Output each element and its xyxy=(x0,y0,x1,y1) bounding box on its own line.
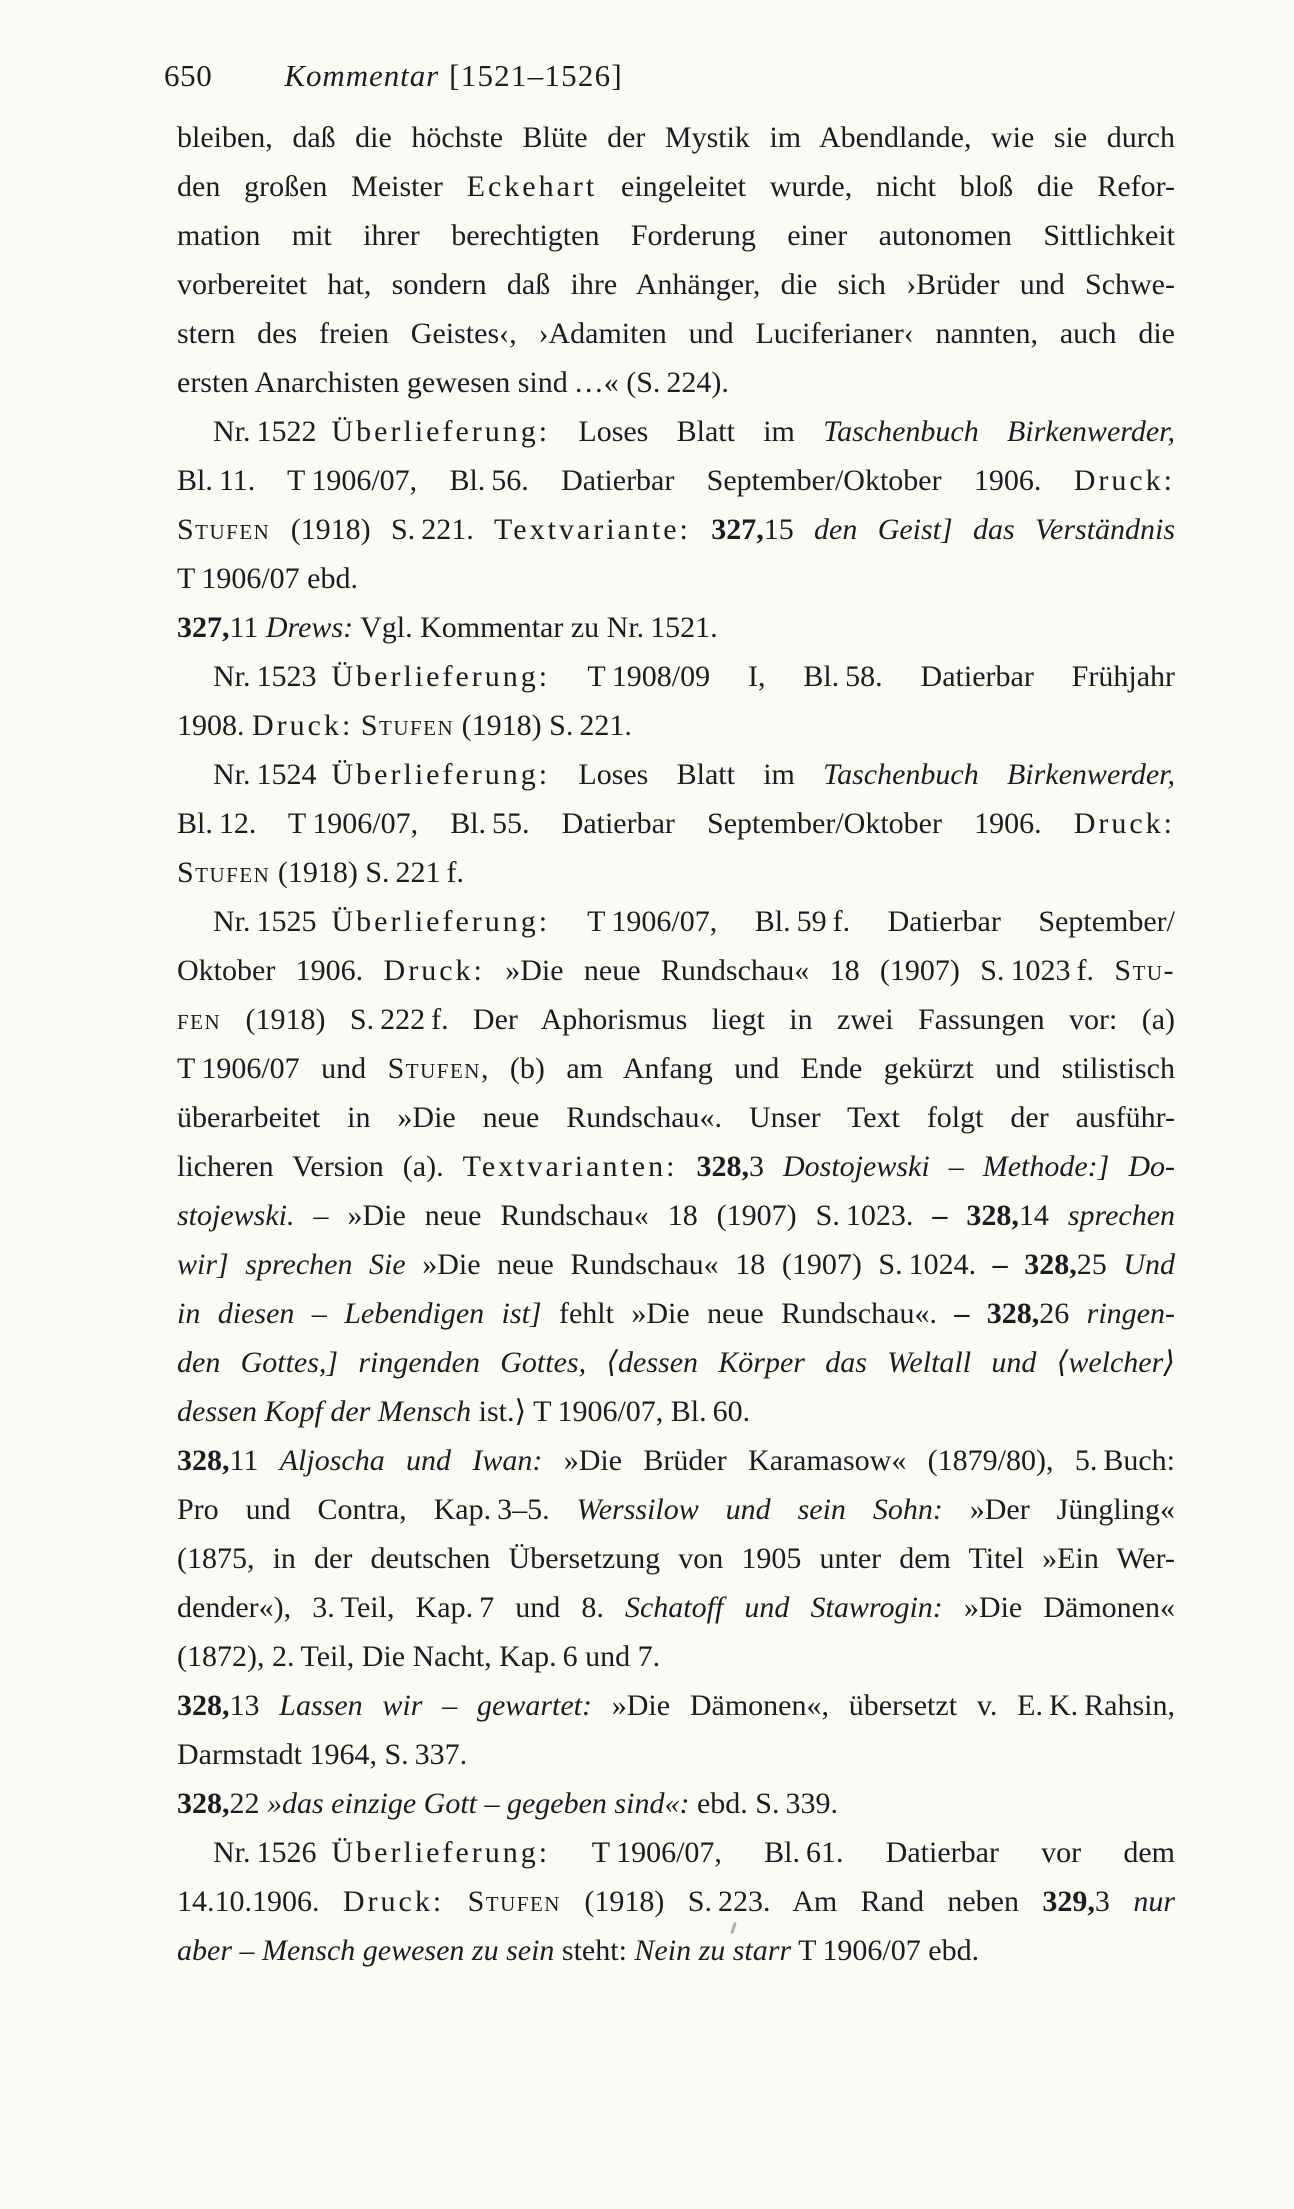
text-segment: fehlt »Die neue Rundschau«. xyxy=(541,1297,955,1330)
text-segment: Stufen xyxy=(467,1885,561,1918)
text-line-28 xyxy=(177,1436,1175,1485)
text-line-5 xyxy=(177,309,1175,358)
text-line-15 xyxy=(177,799,1175,848)
text-segment: Stufen xyxy=(177,856,271,889)
text-line-29 xyxy=(177,1485,1175,1534)
text-line-7 xyxy=(177,407,1175,456)
text-line-14 xyxy=(177,750,1175,799)
text-segment: »Die neue Rundschau« 18 (1907) S. 1024. xyxy=(405,1248,993,1281)
text-segment: Lassen wir – gewartet: xyxy=(279,1689,592,1722)
text-segment: – 328, xyxy=(992,1248,1077,1281)
text-segment: Loses Blatt im xyxy=(550,415,824,448)
text-segment: überarbeitet in »Die neue Rundschau«. Unser Text folgt der ausführ- xyxy=(177,1101,1175,1134)
text-segment: 3 xyxy=(1094,1885,1134,1918)
text-segment: (1918) S. 223. Am Rand neben xyxy=(560,1885,1043,1918)
text-segment: 327, xyxy=(711,513,764,546)
text-segment: T 1906/07, Bl. 59 f. Datierbar September/ xyxy=(550,905,1175,938)
text-segment: Oktober 1906. xyxy=(177,954,384,987)
text-segment: 15 xyxy=(763,513,815,546)
text-line-20 xyxy=(177,1044,1175,1093)
text-segment: – »Die neue Rundschau« 18 (1907) S. 1023. xyxy=(294,1199,933,1232)
text-segment: ebd. S. 339. xyxy=(689,1787,838,1820)
text-segment: »Die Dämonen« xyxy=(942,1591,1175,1624)
text-segment: Stufen xyxy=(177,513,271,546)
text-segment xyxy=(353,709,361,742)
text-segment: Druck: xyxy=(342,1885,445,1918)
text-segment: 327, xyxy=(177,611,230,644)
text-segment: T 1906/07 ebd. xyxy=(791,1934,980,1967)
text-line-17 xyxy=(177,897,1175,946)
text-segment: steht: xyxy=(554,1934,635,1967)
text-segment: 11 xyxy=(229,611,266,644)
text-segment: »das einzige Gott – gegeben sind«: xyxy=(267,1787,690,1820)
text-line-36 xyxy=(177,1828,1175,1877)
text-segment: Bl. 11. T 1906/07, Bl. 56. Datierbar September/Oktober 1906. xyxy=(177,464,1074,497)
text-segment: Aljoscha und Iwan: xyxy=(279,1444,543,1477)
text-line-33 xyxy=(177,1681,1175,1730)
text-segment: T 1906/07 ebd. xyxy=(177,562,358,595)
text-line-26 xyxy=(177,1338,1175,1387)
text-segment xyxy=(691,513,711,546)
text-segment: Druck: xyxy=(252,709,354,742)
text-segment: 1908. xyxy=(177,709,252,742)
text-segment: 3 xyxy=(748,1150,783,1183)
text-segment: Überlieferung: xyxy=(331,905,551,938)
text-segment: Und xyxy=(1123,1248,1175,1281)
text-segment: Loses Blatt im xyxy=(550,758,824,791)
text-segment: – 328, xyxy=(932,1199,1019,1232)
text-segment: den großen Meister xyxy=(177,170,467,203)
text-segment: den Gottes,] ringenden Gottes, ⟨dessen Körper das Weltall und ⟨welcher⟩ xyxy=(177,1346,1175,1379)
text-segment: – 328, xyxy=(954,1297,1040,1330)
text-block xyxy=(177,113,1175,1975)
text-line-21 xyxy=(177,1093,1175,1142)
text-segment: Eckehart xyxy=(466,170,598,203)
text-segment xyxy=(444,1885,467,1918)
text-line-24 xyxy=(177,1240,1175,1289)
text-segment: »Die neue Rundschau« 18 (1907) S. 1023 f. xyxy=(484,954,1115,987)
text-segment: Überlieferung: xyxy=(331,1836,551,1869)
text-line-31 xyxy=(177,1583,1175,1632)
text-segment: 26 xyxy=(1039,1297,1087,1330)
text-line-37 xyxy=(177,1877,1175,1926)
text-segment: Überlieferung: xyxy=(331,758,551,791)
text-segment: 14 xyxy=(1018,1199,1068,1232)
text-segment: 329, xyxy=(1042,1885,1095,1918)
text-line-11 xyxy=(177,603,1175,652)
running-title-range: [1521–1526] xyxy=(449,58,623,93)
text-segment: Stufen xyxy=(387,1052,481,1085)
text-segment: stern des freien Geistes‹, ›Adamiten und Luciferianer‹ nannten, auch die xyxy=(177,317,1175,350)
text-segment: stojewski. xyxy=(177,1199,295,1232)
text-segment: 328, xyxy=(177,1787,230,1820)
text-segment: Nr. 1524 xyxy=(213,758,332,791)
text-segment: Vgl. Kommentar zu Nr. 1521. xyxy=(353,611,718,644)
running-title xyxy=(284,56,623,96)
text-segment: 11 xyxy=(229,1444,280,1477)
text-segment: (1872), 2. Teil, Die Nacht, Kap. 6 und 7. xyxy=(177,1640,661,1673)
text-segment: ersten Anarchisten gewesen sind …« (S. 224). xyxy=(177,366,729,399)
text-segment: Nein zu starr xyxy=(634,1934,792,1967)
text-segment: T 1908/09 I, Bl. 58. Datierbar Frühjahr xyxy=(550,660,1175,693)
text-segment: Bl. 12. T 1906/07, Bl. 55. Datierbar September/Oktober 1906. xyxy=(177,807,1074,840)
text-segment: dessen Kopf der Mensch xyxy=(177,1395,472,1428)
page-header xyxy=(164,56,623,96)
text-segment: licheren Version (a). xyxy=(177,1150,463,1183)
text-segment: (1875, in der deutschen Übersetzung von 1905 unter dem Titel »Ein Wer- xyxy=(177,1542,1175,1575)
text-segment: in diesen – Lebendigen ist] xyxy=(177,1297,542,1330)
text-segment: dender«), 3. Teil, Kap. 7 und 8. xyxy=(177,1591,625,1624)
text-line-10 xyxy=(177,554,1175,603)
text-line-3 xyxy=(177,211,1175,260)
text-segment: Stufen xyxy=(360,709,455,742)
text-segment: 328, xyxy=(177,1689,230,1722)
text-segment: 13 xyxy=(229,1689,280,1722)
text-segment: (1918) S. 221 f. xyxy=(270,856,465,889)
text-segment: Überlieferung: xyxy=(331,415,551,448)
text-segment: , (b) am Anfang und Ende gekürzt und stilistisch xyxy=(480,1052,1175,1085)
text-line-12 xyxy=(177,652,1175,701)
text-segment: (1918) S. 222 f. Der Aphorismus liegt in zwei Fassungen vor: (a) xyxy=(221,1003,1175,1036)
text-segment: T 1906/07, Bl. 61. Datierbar vor dem xyxy=(550,1836,1175,1869)
text-segment: den Geist] das Verständnis xyxy=(814,513,1176,546)
text-segment: Nr. 1525 xyxy=(213,905,332,938)
text-segment: 25 xyxy=(1076,1248,1124,1281)
text-segment: sprechen xyxy=(1067,1199,1176,1232)
text-segment: Druck: xyxy=(1073,807,1175,840)
text-line-6 xyxy=(177,358,1175,407)
text-segment: Druck: xyxy=(1073,464,1175,497)
text-segment: »Der Jüngling« xyxy=(942,1493,1175,1526)
text-segment: Nr. 1523 xyxy=(213,660,332,693)
running-title-text: Kommentar xyxy=(284,58,440,93)
text-segment: mation mit ihrer berechtigten Forderung einer autonomen Sittlichkeit xyxy=(177,219,1175,252)
text-line-38 xyxy=(177,1926,1175,1975)
text-line-2 xyxy=(177,162,1175,211)
text-line-27 xyxy=(177,1387,1175,1436)
text-line-34 xyxy=(177,1730,1175,1779)
text-segment: Textvariante: xyxy=(494,513,691,546)
text-line-18 xyxy=(177,946,1175,995)
text-segment: (1918) S. 221. xyxy=(270,513,495,546)
text-segment: Nr. 1522 xyxy=(213,415,332,448)
text-segment: Nr. 1526 xyxy=(213,1836,332,1869)
text-segment: 328, xyxy=(696,1150,749,1183)
text-segment: Pro und Contra, Kap. 3–5. xyxy=(177,1493,577,1526)
text-segment: Textvarianten: xyxy=(462,1150,678,1183)
text-segment: »Die Brüder Karamasow« (1879/80), 5. Buch: xyxy=(542,1444,1175,1477)
text-line-9 xyxy=(177,505,1175,554)
text-segment: ringen- xyxy=(1086,1297,1175,1330)
text-segment: fen xyxy=(177,1003,222,1036)
text-segment: Werssilow und sein Sohn: xyxy=(576,1493,943,1526)
text-segment: 22 xyxy=(229,1787,267,1820)
text-segment: Taschenbuch Birkenwerder, xyxy=(823,758,1175,791)
text-segment: Drews: xyxy=(265,611,354,644)
text-line-13 xyxy=(177,701,1175,750)
text-segment: Druck: xyxy=(383,954,485,987)
text-segment: Dostojewski – Methode:] Do- xyxy=(783,1150,1176,1183)
text-line-8 xyxy=(177,456,1175,505)
text-line-30 xyxy=(177,1534,1175,1583)
text-segment: (1918) S. 221. xyxy=(454,709,632,742)
text-line-25 xyxy=(177,1289,1175,1338)
text-line-32 xyxy=(177,1632,1175,1681)
text-line-16 xyxy=(177,848,1175,897)
text-line-23 xyxy=(177,1191,1175,1240)
text-segment: nur xyxy=(1133,1885,1175,1918)
text-segment: Darmstadt 1964, S. 337. xyxy=(177,1738,468,1771)
text-segment: Schatoff und Stawrogin: xyxy=(624,1591,943,1624)
text-segment: Überlieferung: xyxy=(331,660,551,693)
text-segment: 328, xyxy=(177,1444,230,1477)
text-segment: Stu- xyxy=(1114,954,1175,987)
text-line-22 xyxy=(177,1142,1175,1191)
text-segment: »Die Dämonen«, übersetzt v. E. K. Rahsin, xyxy=(591,1689,1175,1722)
text-segment: wir] sprechen Sie xyxy=(177,1248,406,1281)
text-segment: vorbereitet hat, sondern daß ihre Anhänger, die sich ›Brüder und Schwe- xyxy=(177,268,1175,301)
text-segment: bleiben, daß die höchste Blüte der Mystik im Abendlande, wie sie durch xyxy=(177,121,1175,154)
page-number: 650 xyxy=(164,58,213,93)
text-segment: Taschenbuch Birkenwerder, xyxy=(823,415,1175,448)
text-segment xyxy=(677,1150,696,1183)
text-segment: aber – Mensch gewesen zu sein xyxy=(177,1934,555,1967)
text-segment: T 1906/07 und xyxy=(177,1052,388,1085)
text-segment: eingeleitet wurde, nicht bloß die Refor- xyxy=(597,170,1176,203)
text-line-35 xyxy=(177,1779,1175,1828)
text-line-19 xyxy=(177,995,1175,1044)
text-line-4 xyxy=(177,260,1175,309)
text-segment: ist.⟩ T 1906/07, Bl. 60. xyxy=(471,1395,751,1428)
text-segment: 14.10.1906. xyxy=(177,1885,343,1918)
text-line-1 xyxy=(177,113,1175,162)
